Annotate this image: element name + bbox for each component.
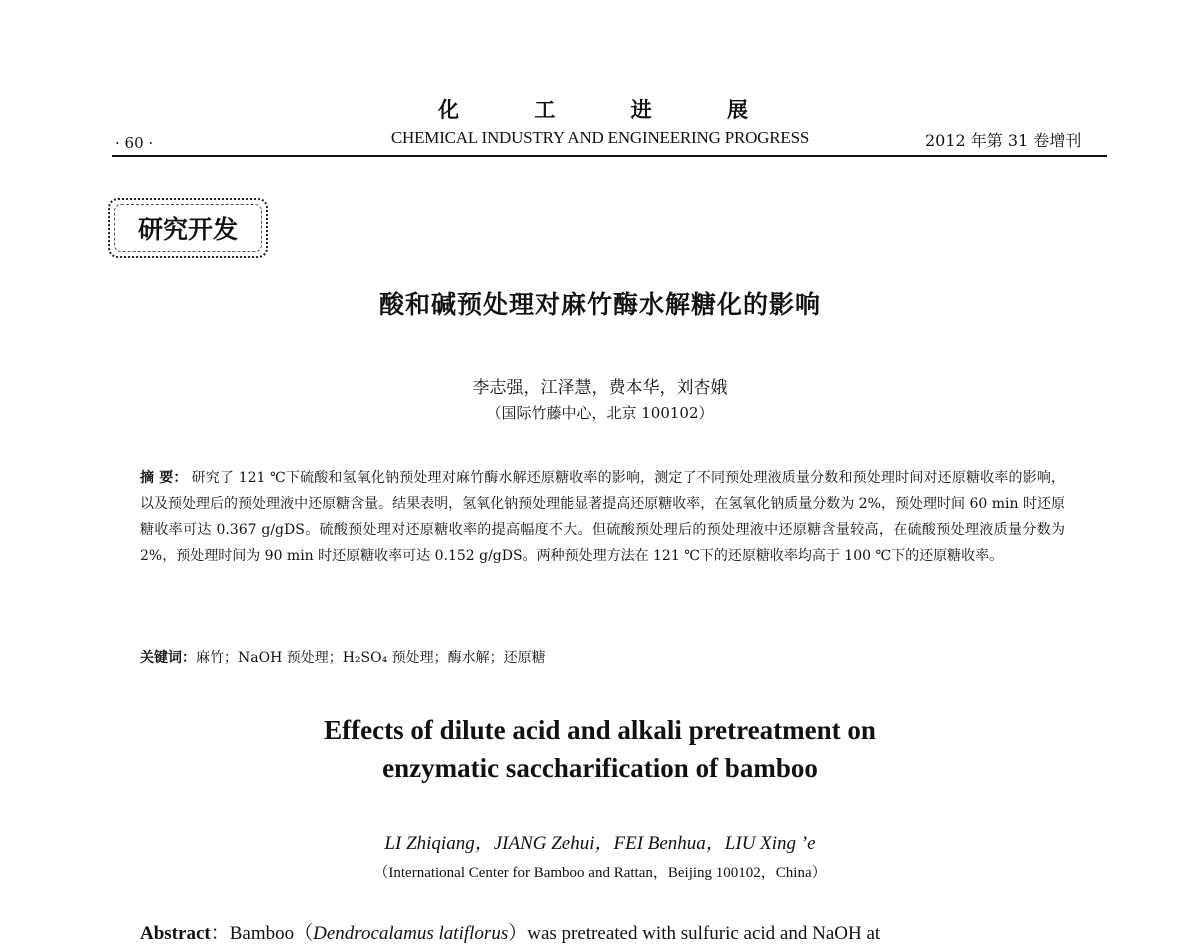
header-divider bbox=[112, 155, 1107, 157]
authors-cn: 李志强，江泽慧，费本华，刘杏娥 bbox=[472, 378, 728, 398]
abstract-en-pre: Bamboo（ bbox=[229, 923, 314, 944]
issue-info: 2012 年第 31 卷增刊 bbox=[925, 131, 1082, 150]
page-number: · 60 · bbox=[115, 134, 154, 152]
keywords-cn-label: 关键词： bbox=[140, 650, 196, 666]
article-title-en-line2: enzymatic saccharification of bamboo bbox=[382, 753, 818, 783]
abstract-cn bbox=[140, 465, 1065, 569]
article-title-en-line1: Effects of dilute acid and alkali pretreatment on bbox=[324, 715, 876, 745]
abstract-en-species: Dendrocalamus latiflorus bbox=[313, 923, 509, 944]
keywords-cn bbox=[140, 647, 1065, 667]
abstract-cn-label: 摘 要： bbox=[140, 470, 188, 486]
article-title-en bbox=[0, 711, 1200, 787]
article-title-cn: 酸和碱预处理对麻竹酶水解糖化的影响 bbox=[378, 290, 821, 319]
section-label: 研究开发 bbox=[137, 215, 238, 244]
abstract-en-label: Abstract bbox=[140, 923, 211, 944]
affiliation-cn: （国际竹藤中心，北京 100102） bbox=[486, 404, 714, 422]
journal-title-en: CHEMICAL INDUSTRY AND ENGINEERING PROGRESS bbox=[390, 128, 810, 147]
keywords-cn-text: 麻竹；NaOH 预处理；H₂SO₄ 预处理；酶水解；还原糖 bbox=[196, 650, 546, 666]
affiliation-en: （International Center for Bamboo and Rattan，Beijing 100102，China） bbox=[373, 865, 827, 881]
abstract-cn-text: 研究了 121 ℃下硫酸和氢氧化钠预处理对麻竹酶水解还原糖收率的影响，测定了不同预处理液质量分数和预处理时间对还原糖收率的影响，以及预处理后的预处理液中还原糖含量。结果表明，氢氧化钠预处理能显著提高还原糖收率，在氢氧化钠质量分数为 2%，预处理时间 60 min 时还原糖收率可达 0.367 g/gDS。硫酸预处理对还原糖收率的提高幅度不大。但硫酸预处理后的预处理液中还原糖含量较高，在硫酸预处理液质量分数为 2%，预处理时间为 90 min 时还原糖收率可达 0.152 g/gDS。两种预处理方法在 121 ℃下的还原糖收率均高于 100 ℃下的还原糖收率。 bbox=[140, 470, 1066, 564]
journal-title-cn: 化 工 进 展 bbox=[438, 97, 782, 122]
abstract-en bbox=[140, 918, 1070, 945]
authors-en: LI Zhiqiang，JIANG Zehui，FEI Benhua，LIU Xing ’e bbox=[384, 833, 816, 854]
section-badge bbox=[108, 198, 268, 258]
abstract-en-post: ）was pretreated with sulfuric acid and NaOH at bbox=[508, 923, 881, 944]
abstract-en-separator: ： bbox=[210, 923, 230, 944]
